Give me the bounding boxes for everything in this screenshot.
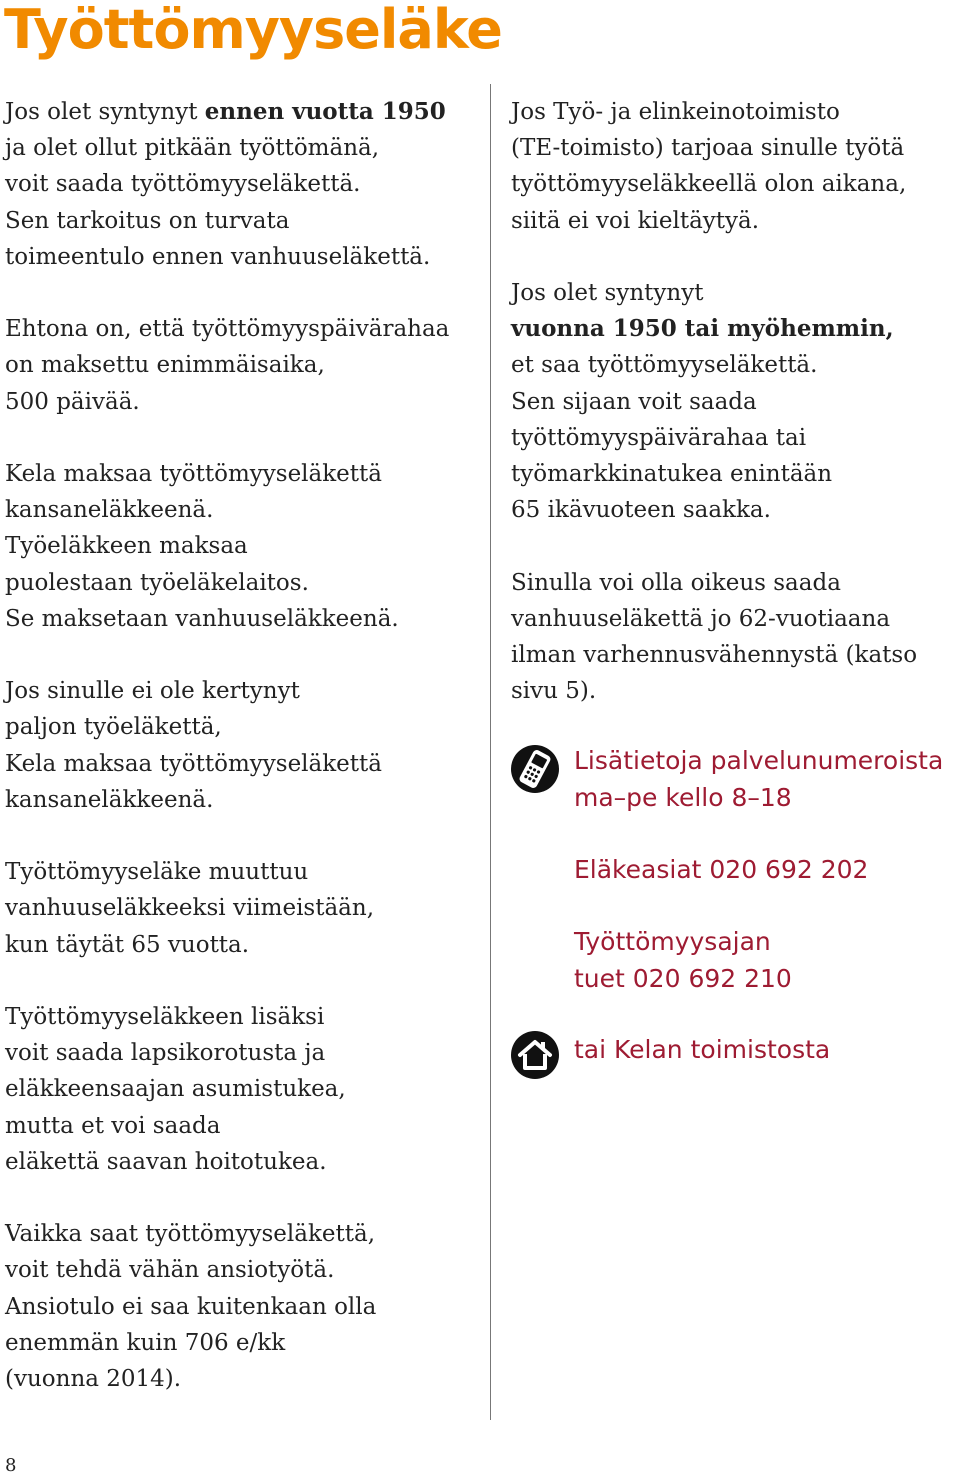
text-line: enemmän kuin 706 e/kk (5, 1329, 286, 1356)
column-divider (490, 84, 491, 1420)
text-line: vanhuuseläkettä jo 62-vuotiaana (511, 605, 891, 632)
text-line (511, 311, 956, 347)
text-line: toimeentulo ennen vanhuuseläkettä. (5, 243, 431, 270)
text-line: työmarkkinatukea enintään (511, 461, 833, 488)
text-line: voit tehdä vähän ansiotyötä. (5, 1257, 335, 1284)
paragraph-condition (5, 311, 485, 420)
text-line: Työeläkkeen maksaa (5, 533, 248, 560)
text-line (5, 94, 485, 130)
paragraph-born-before-1950 (5, 94, 485, 275)
text-line: puolestaan työeläkelaitos. (5, 569, 309, 596)
paragraph-kela-payment (5, 456, 485, 637)
text-line: mutta et voi saada (5, 1112, 221, 1139)
house-icon (510, 1030, 560, 1080)
emphasis-text: ennen vuotta 1950 (204, 98, 446, 125)
paragraph-earnings (5, 1216, 485, 1397)
text-line: kun täytät 65 vuotta. (5, 931, 250, 958)
text-line: työttömyyseläkkeellä olon aikana, (511, 171, 907, 198)
text-line: Sinulla voi olla oikeus saada (511, 569, 841, 596)
text-line: voit saada työttömyyseläkettä. (5, 171, 361, 198)
text-line: kansaneläkkeenä. (5, 497, 214, 524)
text-line: Jos olet syntynyt (511, 280, 704, 306)
pension-phone-number (574, 852, 868, 889)
text-line: voit saada lapsikorotusta ja (5, 1040, 326, 1067)
text-line: et saa työttömyyseläkettä. (511, 352, 818, 379)
text-line: Eläkeasiat 020 692 202 (574, 855, 869, 884)
text-line: on maksettu enimmäisaika, (5, 352, 325, 379)
text-line: työttömyyspäivärahaa tai (511, 424, 807, 451)
text-line: eläkkeensaajan asumistukea, (5, 1076, 346, 1103)
emphasis-text: vuonna 1950 tai myöhemmin, (511, 315, 894, 343)
text-line: tai Kelan toimistosta (574, 1035, 831, 1064)
page-title: Työttömyyseläke (4, 0, 502, 61)
text-line: kansaneläkkeenä. (5, 786, 214, 813)
paragraph-conversion (5, 854, 485, 963)
text-line: Työttömyyseläke muuttuu (5, 859, 309, 886)
text-line: Työttömyysajan (574, 927, 771, 956)
text-line: ma–pe kello 8–18 (574, 782, 792, 812)
text-line: (TE-toimisto) tarjoaa sinulle työtä (511, 135, 905, 162)
text-line: tuet 020 692 210 (574, 963, 792, 993)
text-line: Sen tarkoitus on turvata (5, 207, 290, 234)
text-line: 500 päivää. (5, 388, 140, 415)
paragraph-supplements (5, 999, 485, 1180)
mobile-phone-icon (510, 744, 560, 794)
text-line: sivu 5). (511, 678, 597, 705)
page-number: 8 (5, 1455, 17, 1476)
text-line: Ansiotulo ei saa kuitenkaan olla (5, 1293, 377, 1320)
text-line: ja olet ollut pitkään työttömänä, (5, 135, 380, 162)
left-column (5, 94, 485, 1433)
service-numbers-heading (574, 743, 943, 816)
unemployment-benefits-phone (574, 924, 792, 997)
paragraph-born-1950-or-later (511, 275, 956, 528)
text-line: (vuonna 2014). (5, 1366, 182, 1393)
text-line: Ehtona on, että työttömyyspäivärahaa (5, 316, 450, 343)
text-line: vanhuuseläkkeeksi viimeistään, (5, 895, 375, 922)
text-line: Kela maksaa työttömyyseläkettä (5, 461, 382, 487)
paragraph-low-pension (5, 673, 485, 818)
text-line: Työttömyyseläkkeen lisäksi (5, 1004, 325, 1030)
text-line: Se maksetaan vanhuuseläkkeenä. (5, 605, 399, 632)
text-line: Kela maksaa työttömyyseläkettä (5, 750, 382, 777)
text-line: paljon työeläkettä, (5, 714, 222, 741)
right-column (511, 94, 956, 746)
text-line: Lisätietoja palvelunumeroista (574, 746, 944, 775)
paragraph-te-office (511, 94, 956, 239)
text-line: eläkettä saavan hoitotukea. (5, 1148, 327, 1175)
text-line: ilman varhennusvähennystä (katso (511, 642, 918, 669)
text-line: 65 ikävuoteen saakka. (511, 497, 771, 524)
text-line: Jos sinulle ei ole kertynyt (5, 678, 300, 705)
text-line: Vaikka saat työttömyyseläkettä, (5, 1221, 375, 1248)
paragraph-old-age-pension (511, 565, 956, 710)
text-fragment: Jos olet syntynyt (5, 99, 205, 125)
text-line: Sen sijaan voit saada (511, 388, 757, 415)
text-line: siitä ei voi kieltäytyä. (511, 207, 760, 234)
text-line: Jos Työ- ja elinkeinotoimisto (511, 99, 840, 125)
kela-office (574, 1032, 830, 1069)
